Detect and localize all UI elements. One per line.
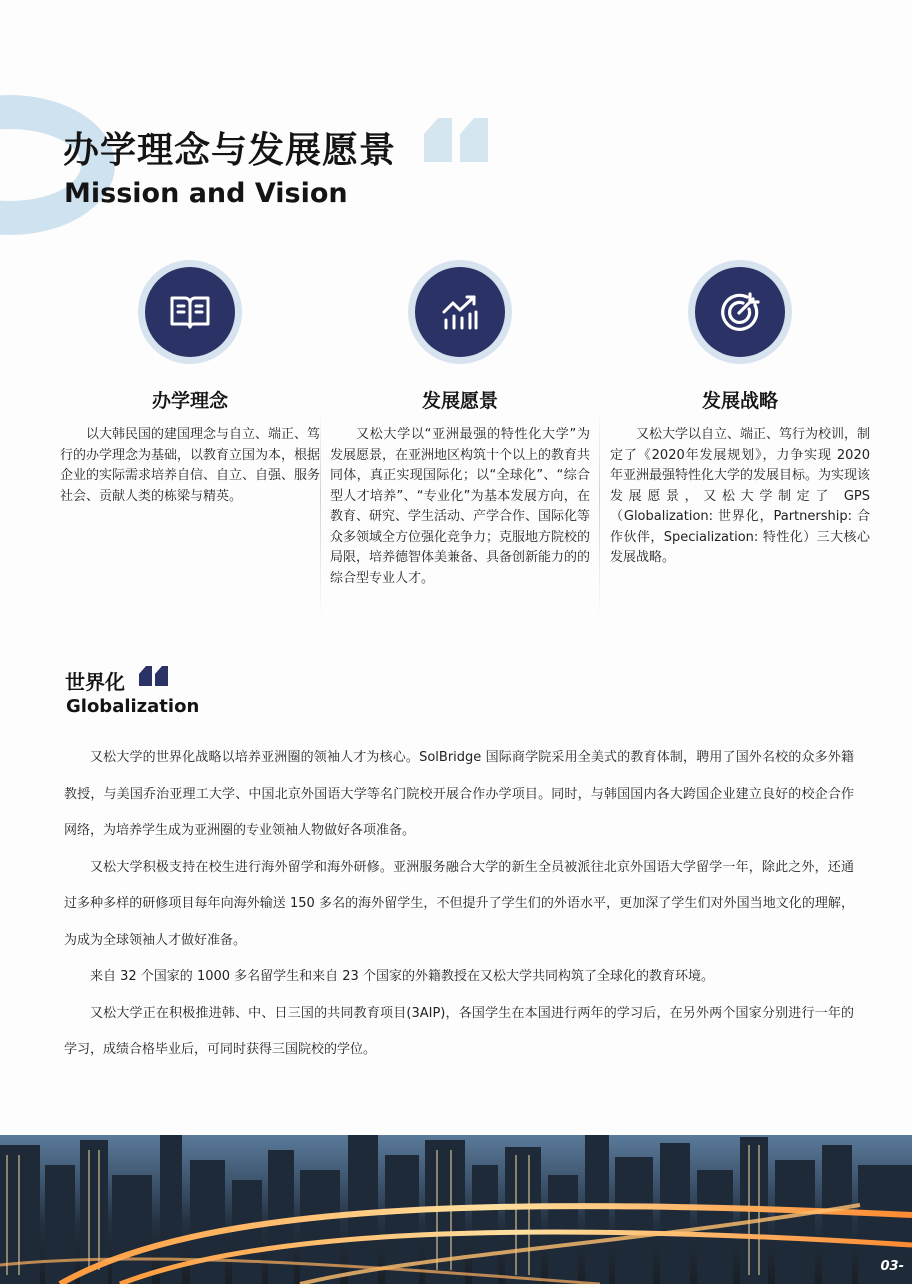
column-title: 发展愿景 xyxy=(421,390,498,412)
section-body xyxy=(64,740,854,1069)
page-title: 办学理念与发展愿景 xyxy=(63,130,397,171)
page-number: 03- xyxy=(880,1259,904,1274)
section-title: 世界化 xyxy=(65,670,125,694)
bar-chart-growth-icon xyxy=(438,290,482,334)
quote-mark-icon xyxy=(139,665,169,687)
page-subtitle: Mission and Vision xyxy=(64,178,348,209)
divider xyxy=(599,410,600,620)
column-text: 又松大学以“亚洲最强的特性化大学”为发展愿景，在亚洲地区构筑十个以上的教育共同体，真正实现国际化；以“全球化”、“综合型人才培养”、“专业化”为基本发展方向，在教育、研究、学生活动、产学合作、国际化等众多领域全方位强化竞争力；克服地方院校的局限，培养德智体美兼备、具备创新能力的的综合型专业人才。 xyxy=(330,427,591,586)
column-mission xyxy=(60,260,320,507)
quote-mark-icon xyxy=(424,116,490,164)
column-vision xyxy=(330,260,590,589)
divider xyxy=(320,410,321,620)
column-text: 以大韩民国的建国理念与自立、端正、笃行的办学理念为基础，以教育立国为本，根据企业的实际需求培养自信、自立、自强、服务社会、贡献人类的栋梁与精英。 xyxy=(60,427,321,504)
column-title: 办学理念 xyxy=(151,390,228,412)
column-strategy xyxy=(610,260,870,569)
paragraph: 来自 32 个国家的 1000 多名留学生和来自 23 个国家的外籍教授在又松大学共同构筑了全球化的教育环境。 xyxy=(90,969,714,984)
column-title: 发展战略 xyxy=(701,390,778,412)
open-book-icon xyxy=(168,290,212,334)
section-subtitle: Globalization xyxy=(66,696,200,717)
column-text: 又松大学以自立、端正、笃行为校训，制定了《2020年发展规划》，力争实现 2020 年亚洲最强特性化大学的发展目标。为实现该发展愿景，又松大学制定了 GPS（Globalization: 世界化，Partnership: 合作伙伴，Specialization: 特性化）三大核心发展战略。 xyxy=(610,427,871,565)
paragraph: 又松大学正在积极推进韩、中、日三国的共同教育项目(3AIP)，各国学生在本国进行两年的学习后，在另外两个国家分别进行一年的学习，成绩合格毕业后，可同时获得三国院校的学位。 xyxy=(64,1005,854,1057)
city-skyline-photo xyxy=(0,1135,912,1284)
target-dart-icon xyxy=(717,289,763,335)
paragraph: 又松大学的世界化战略以培养亚洲圈的领袖人才为核心。SolBridge 国际商学院采用全美式的教育体制，聘用了国外名校的众多外籍教授，与美国乔治亚理工大学、中国北京外国语大学等名门院校开展合作办学项目。同时，与韩国国内各大跨国企业建立良好的校企合作网络，为培养学生成为亚洲圈的专业领袖人物做好各项准备。 xyxy=(64,750,854,838)
skyline-illustration xyxy=(0,1135,912,1284)
paragraph: 又松大学积极支持在校生进行海外留学和海外研修。亚洲服务融合大学的新生全员被派往北京外国语大学留学一年，除此之外，还通过多种多样的研修项目每年向海外输送 150 多名的海外留学生，不但提升了学生们的外语水平，更加深了学生们对外国当地文化的理解，为成为全球领袖人才做好准备。 xyxy=(64,859,854,948)
